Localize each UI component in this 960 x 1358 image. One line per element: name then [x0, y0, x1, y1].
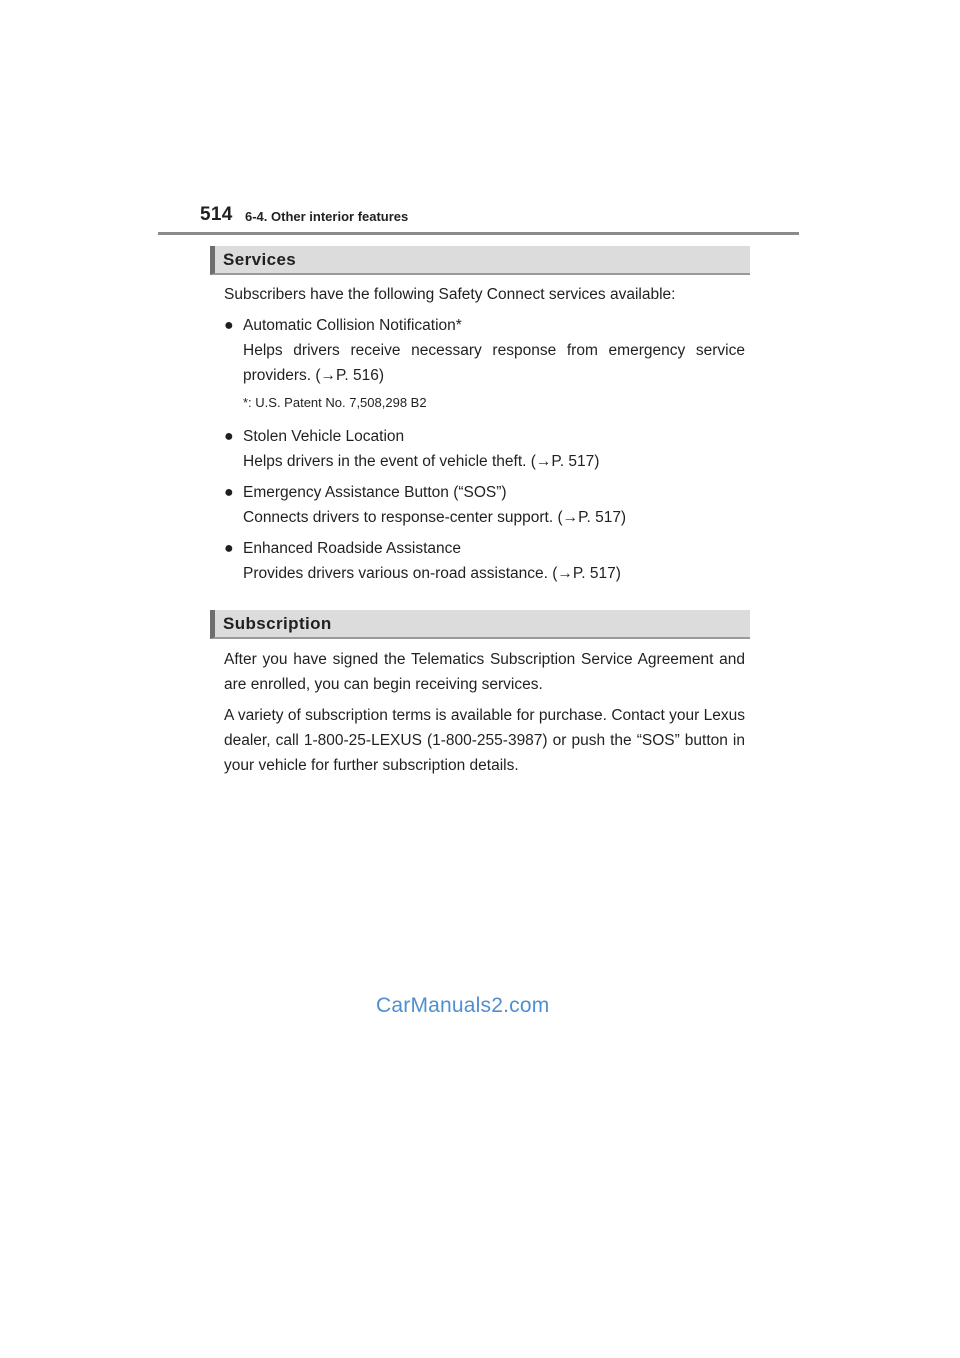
patent-footnote: *: U.S. Patent No. 7,508,298 B2	[243, 395, 427, 410]
watermark-text: CarManuals2.com	[376, 994, 550, 1017]
service-item-sos-button	[224, 480, 745, 530]
subscription-paragraph-1: After you have signed the Telematics Subscription Service Agreement and are enrolled, you can begin receiving services.	[224, 651, 745, 693]
section-heading-label: Subscription	[223, 614, 332, 633]
section-heading-subscription	[210, 610, 750, 639]
bullet-icon: ●	[224, 540, 234, 557]
services-intro: Subscribers have the following Safety Connect services available:	[224, 286, 676, 303]
chapter-title: 6-4. Other interior features	[245, 209, 409, 224]
bullet-icon: ●	[224, 484, 234, 501]
service-item-title: Enhanced Roadside Assistance	[243, 540, 462, 557]
service-item-description: Provides drivers various on-road assistance. (→P. 517)	[243, 565, 621, 582]
service-item-stolen-vehicle	[224, 424, 745, 474]
service-item-title: Emergency Assistance Button (“SOS”)	[243, 484, 507, 501]
subscription-paragraph-2: A variety of subscription terms is available for purchase. Contact your Lexus dealer, call 1-800-25-LEXUS (1-800-255-3987) or push the “SOS” button in your vehicle for further subscription details.	[224, 707, 745, 774]
bullet-icon: ●	[224, 317, 234, 334]
service-item-description: Connects drivers to response-center support. (→P. 517)	[243, 509, 627, 526]
service-item-title: Automatic Collision Notification*	[243, 317, 462, 334]
service-item-description: Helps drivers receive necessary response from emergency service providers. (→P. 516)	[243, 342, 745, 384]
section-heading-services	[210, 246, 750, 275]
service-item-roadside-assistance	[224, 536, 745, 586]
service-item-title: Stolen Vehicle Location	[243, 428, 405, 445]
page-header	[200, 204, 800, 232]
page-number: 514	[200, 204, 233, 225]
service-item-description: Helps drivers in the event of vehicle theft. (→P. 517)	[243, 453, 600, 470]
header-rule	[158, 232, 799, 235]
service-item-collision-notification	[224, 313, 745, 388]
section-heading-label: Services	[223, 250, 297, 269]
bullet-icon: ●	[224, 428, 234, 445]
